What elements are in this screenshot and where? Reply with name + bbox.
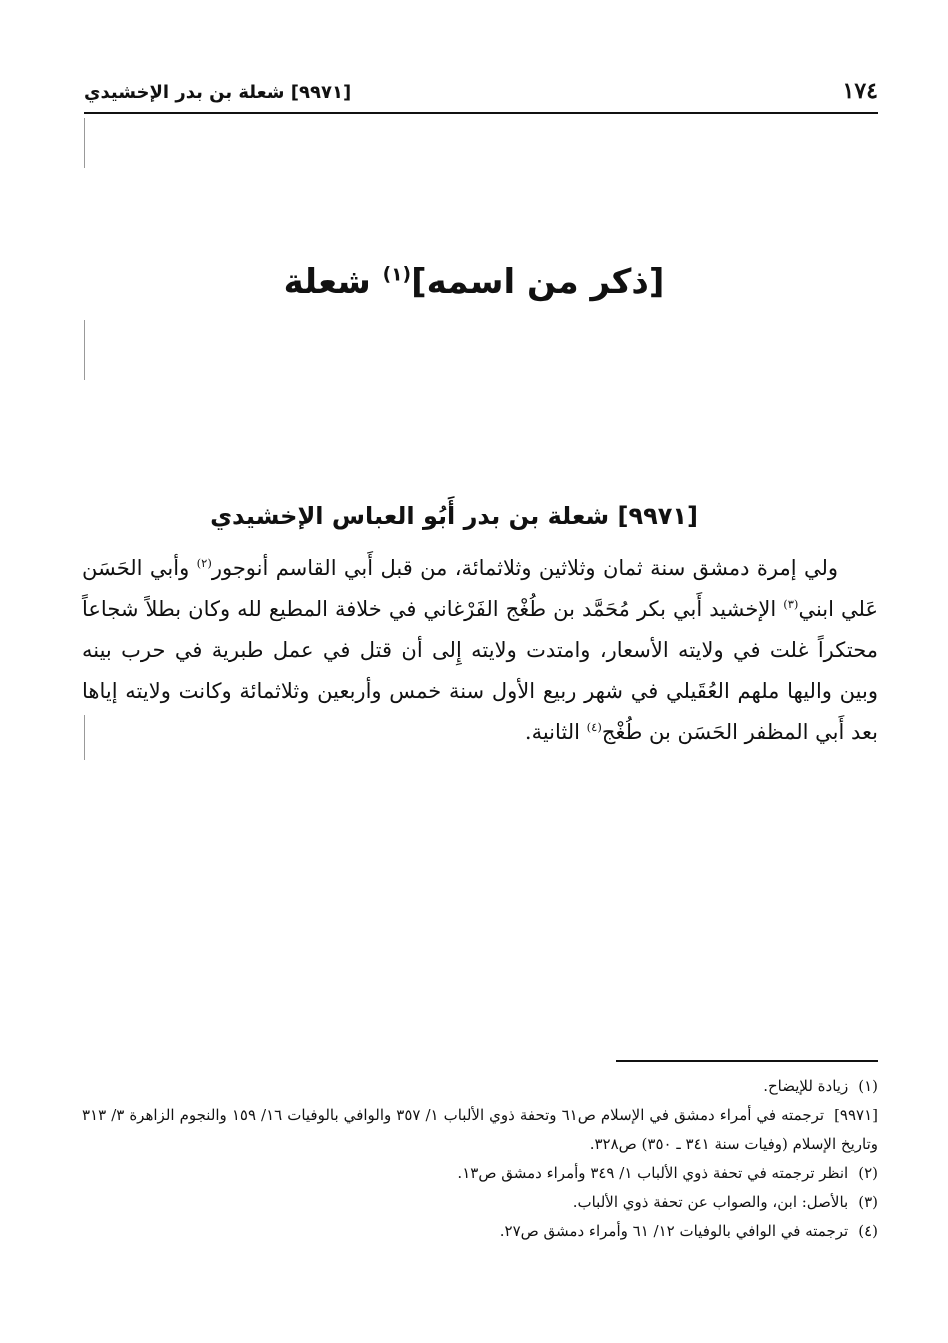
footnote-ref: (١)	[382, 264, 412, 286]
footnotes	[82, 1072, 878, 1246]
footnote	[82, 1072, 878, 1101]
running-title: [٩٩٧١] شعلة بن بدر الإخشيدي	[84, 82, 352, 103]
body-text-segment: وأبي الحَسَن عَلي ابني	[82, 556, 878, 621]
footnote-ref: (٣)	[783, 597, 799, 611]
body-text-segment: الثانية.	[524, 720, 587, 744]
footnote-number: (١)	[858, 1077, 878, 1095]
footnote-text: بالأصل: ابن، والصواب عن تحفة ذوي الألباب.	[572, 1193, 849, 1211]
footnote-text: ترجمته في أمراء دمشق في الإسلام ص٦١ وتحفة ذوي الألباب ١/ ٣٥٧ والوافي بالوفيات ١٦/ ١٥٩ والنجوم الزاهرة ٣/ ٣١٣ وتاريخ الإسلام (وفيات سنة ٣٤١ ـ ٣٥٠) ص٣٢٨.	[82, 1106, 878, 1153]
footnote	[82, 1188, 878, 1217]
entry-heading: [٩٩٧١] شعلة بن بدر أَبُو العباس الإخشيدي	[210, 502, 698, 530]
body-text-segment: ولي إمرة دمشق سنة ثمان وثلاثين وثلاثمائة، من قبل أَبي القاسم أنوجور	[211, 556, 838, 580]
section-title-text: [ذكر من اسمه]	[411, 262, 665, 302]
footnote-number: (٢)	[858, 1164, 878, 1182]
footnote-text: انظر ترجمته في تحفة ذوي الألباب ١/ ٣٤٩ وأمراء دمشق ص١٣.	[457, 1164, 849, 1182]
section-title	[0, 262, 948, 302]
footnote-rule	[616, 1060, 878, 1062]
footnote	[82, 1217, 878, 1246]
footnote-number: (٤)	[858, 1222, 878, 1240]
margin-line	[84, 118, 85, 168]
footnote-number: (٣)	[858, 1193, 878, 1211]
footnote	[82, 1101, 878, 1159]
footnote-text: ترجمته في الوافي بالوفيات ١٢/ ٦١ وأمراء دمشق ص٢٧.	[499, 1222, 849, 1240]
section-title-name: شعلة	[283, 262, 371, 302]
footnote-number: [٩٩٧١]	[834, 1106, 879, 1124]
footnote-ref: (٢)	[196, 556, 212, 570]
margin-line	[84, 320, 85, 380]
footnote	[82, 1159, 878, 1188]
body-text-segment: الإخشيد أَبي بكر مُحَمَّد بن طُغْج الفَرْغاني في خلافة المطيع لله وكان بطلاً شجاعاً محتكراً غلت في ولايته الأسعار، وامتدت ولايته إِلى أن قتل في عمل طبرية في حرب بينه وبين واليها ملهم العُقَيلي في شهر ربيع الأول سنة خمس وأربعين وثلاثمائة وكانت ولايته إياها بعد أَبي المظفر الحَسَن بن طُغْج	[82, 597, 878, 744]
footnote-ref: (٤)	[586, 720, 602, 734]
footnote-text: زيادة للإيضاح.	[763, 1077, 849, 1095]
entry-body	[82, 548, 878, 753]
page-number: ١٧٤	[842, 78, 878, 104]
page-header	[84, 78, 878, 114]
